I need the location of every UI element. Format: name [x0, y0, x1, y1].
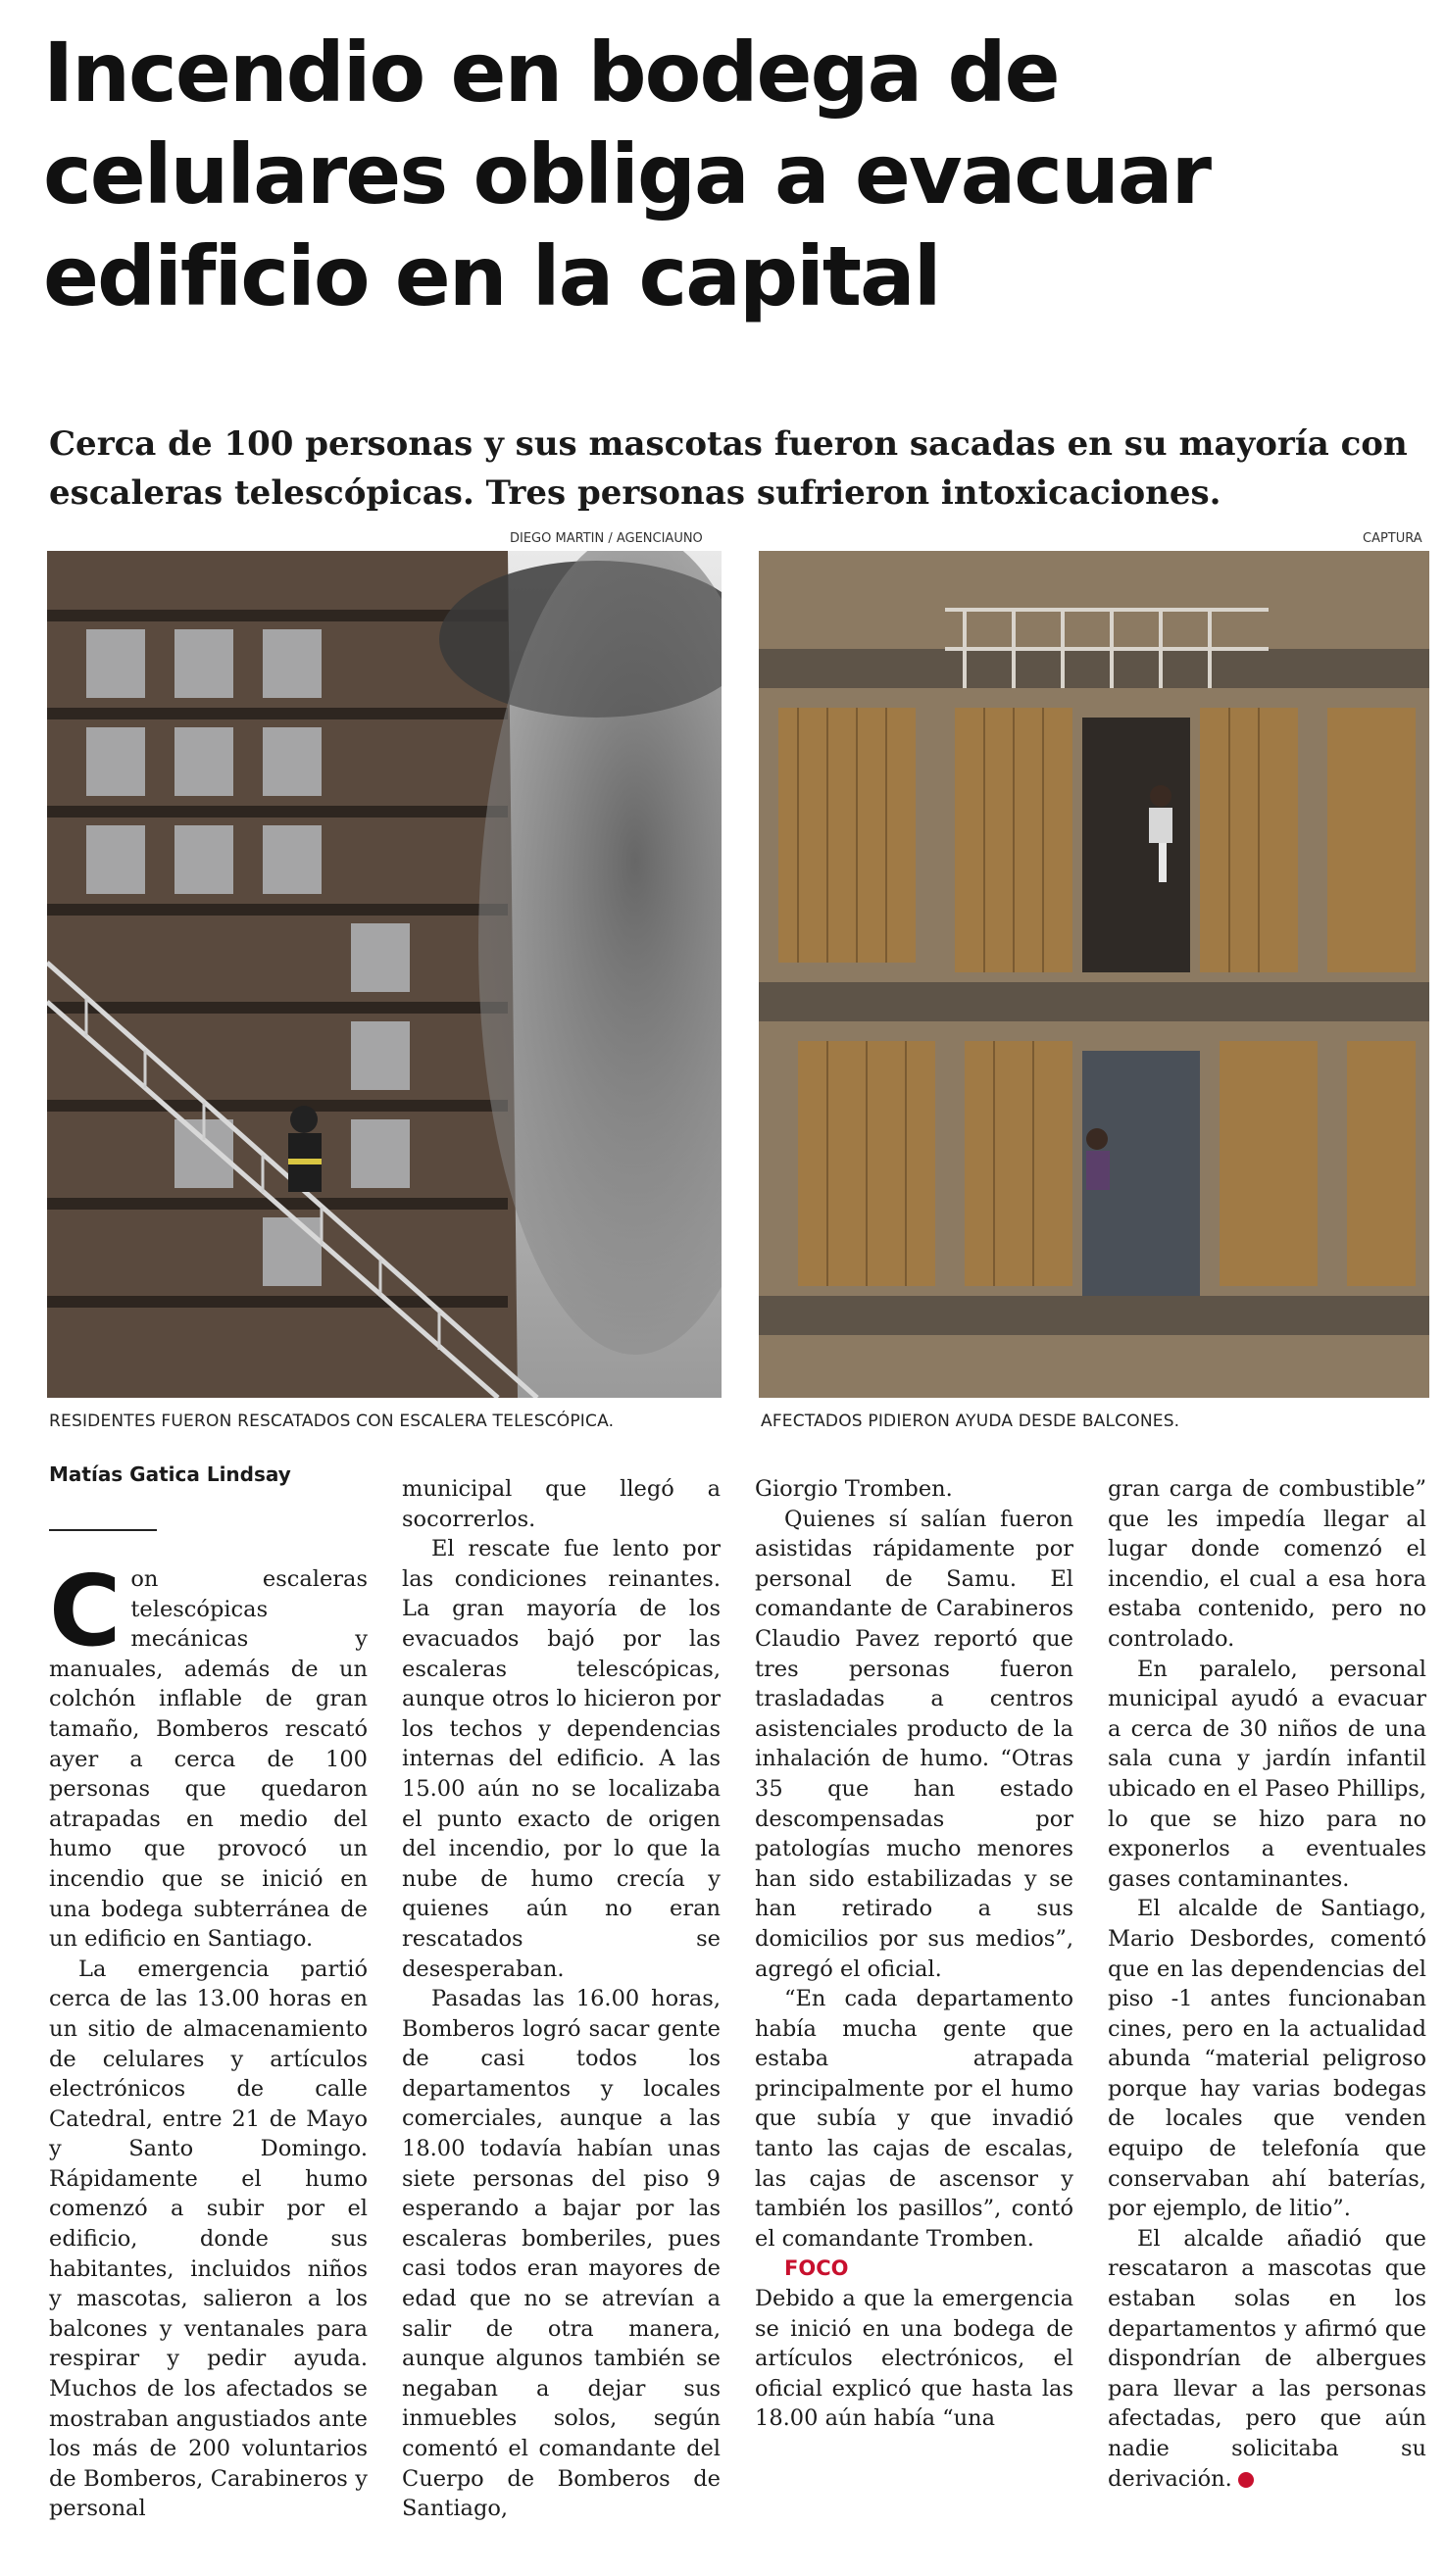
photo-fire-ladder [47, 551, 722, 1398]
photo-caption-left: RESIDENTES FUERON RESCATADOS CON ESCALERA TELESCÓPICA. [49, 1412, 615, 1431]
end-star-icon: ✪ [1238, 2472, 1254, 2488]
body-paragraph-12: El alcalde de Santiago, Mario Desbordes, comentó que en las dependencias del piso -1 antes funcionaban cines, pero en la actualidad abunda “material peligroso porque hay varias bodegas de locales que venden equipo de telefonía que conservaban ahí baterías, por ejemplo, de litio”. [1108, 1896, 1426, 2222]
body-paragraph-2: La emergencia partió cerca de las 13.00 horas en un sitio de almacenamiento de celulares y artículos electrónicos de calle Catedral, entre 21 de Mayo y Santo Domingo. Rápidamente el humo comenzó a subir por el edificio, donde sus habitantes, incluidos niños y mascotas, salieron a los balcones y ventanales para respirar y pedir ayuda. Muchos de los afectados se mostraban angustiados ante los más de 200 voluntarios de Bomberos, Carabineros y personal [49, 1956, 368, 2522]
body-paragraph-13-text: El alcalde añadió que rescataron a mascotas que estaban solas en los departamentos y afirmó que dispondrían de albergues para llevar a las personas afectadas, pero que aún nadie solicitaba su derivación. [1108, 2225, 1426, 2492]
photo-caption-right: AFECTADOS PIDIERON AYUDA DESDE BALCONES. [761, 1412, 1180, 1431]
body-column-1 [49, 1554, 368, 2524]
body-paragraph-4: El rescate fue lento por las condiciones reinantes. La gran mayoría de los evacuados bajó por las escaleras telescópicas, aunque otros lo hicieron por los techos y dependencias internas del edificio. A las 15.00 aún no se localizaba el punto exacto de origen del incendio, por lo que la nube de humo crecía y quienes aún no eran rescatados se desesperaban. [402, 1536, 721, 1982]
body-paragraph-10: gran carga de combustible” que les impedía llegar al lugar donde comenzó el incendio, el cual a esa hora estaba contenido, pero no controlado. [1108, 1476, 1426, 1652]
body-column-4 [1108, 1474, 1426, 2494]
body-paragraph-1 [49, 1554, 368, 1955]
headline [43, 22, 1416, 327]
deck-line-1: Cerca de 100 personas y sus mascotas fueron sacadas en su mayoría con [49, 424, 1408, 464]
headline-line-1: Incendio en bodega de [43, 25, 1059, 121]
photo-credit-right: CAPTURA [1363, 531, 1422, 546]
photo-balconies [759, 551, 1429, 1398]
body-column-3 [755, 1474, 1073, 2434]
body-paragraph-5: Pasadas las 16.00 horas, Bomberos logró sacar gente de casi todos los departamentos y locales comerciales, aunque a las 18.00 todavía habían unas siete personas del piso 9 esperando a bajar por las escaleras bomberiles, pues casi todos eran mayores de edad que no se atrevían a salir de otra manera, aunque algunos también se negaban a dejar sus inmuebles solos, según comentó el comandante del Cuerpo de Bomberos de Santiago, [402, 1986, 721, 2522]
body-paragraph-13 [1108, 2224, 1426, 2494]
headline-line-2: celulares obliga a evacuar [43, 126, 1210, 223]
body-paragraph-7: Quienes sí salían fueron asistidas rápidamente por personal de Samu. El comandante de Carabineros Claudio Pavez reportó que tres personas fueron trasladadas a centros asistenciales producto de la inhalación de humo. “Otras 35 que han estado descompensadas por patologías mucho menores han sido estabilizadas y se han retirado a sus domicilios por sus medios”, agregó el oficial. [755, 1506, 1073, 1982]
body-paragraph-6: Giorgio Tromben. [755, 1476, 953, 1502]
body-paragraph-11: En paralelo, personal municipal ayudó a evacuar a cerca de 30 niños de una sala cuna y jardín infantil ubicado en el Paseo Phillips, lo que se hizo para no exponerlos a eventuales gases contaminantes. [1108, 1656, 1426, 1892]
body-paragraph-3: municipal que llegó a socorrerlos. [402, 1476, 721, 1532]
headline-line-3: edificio en la capital [43, 228, 940, 324]
dropcap: C [49, 1554, 122, 1668]
deck [49, 420, 1412, 518]
byline: Matías Gatica Lindsay [49, 1462, 291, 1486]
section-subhead: FOCO [784, 2256, 849, 2281]
photo-credit-left: DIEGO MARTIN / AGENCIAUNO [510, 531, 703, 546]
body-column-2 [402, 1474, 721, 2524]
byline-rule [49, 1529, 157, 1531]
deck-line-2: escaleras telescópicas. Tres personas sufrieron intoxicaciones. [49, 473, 1221, 513]
body-paragraph-1-text: on escaleras telescópicas mecánicas y manuales, además de un colchón inflable de gran tamaño, Bomberos rescató ayer a cerca de 100 personas que quedaron atrapadas en medio del humo que provocó un incendio que se inició en una bodega subterránea de un edificio en Santiago. [49, 1566, 368, 1953]
body-paragraph-8: “En cada departamento había mucha gente que estaba atrapada principalmente por el humo que subía y que invadió tanto las cajas de escalas, las cajas de ascensor y también los pasillos”, contó el comandante Tromben. [755, 1986, 1073, 2252]
body-paragraph-9: Debido a que la emergencia se inició en una bodega de artículos electrónicos, el oficial explicó que hasta las 18.00 aún había “una [755, 2286, 1073, 2432]
